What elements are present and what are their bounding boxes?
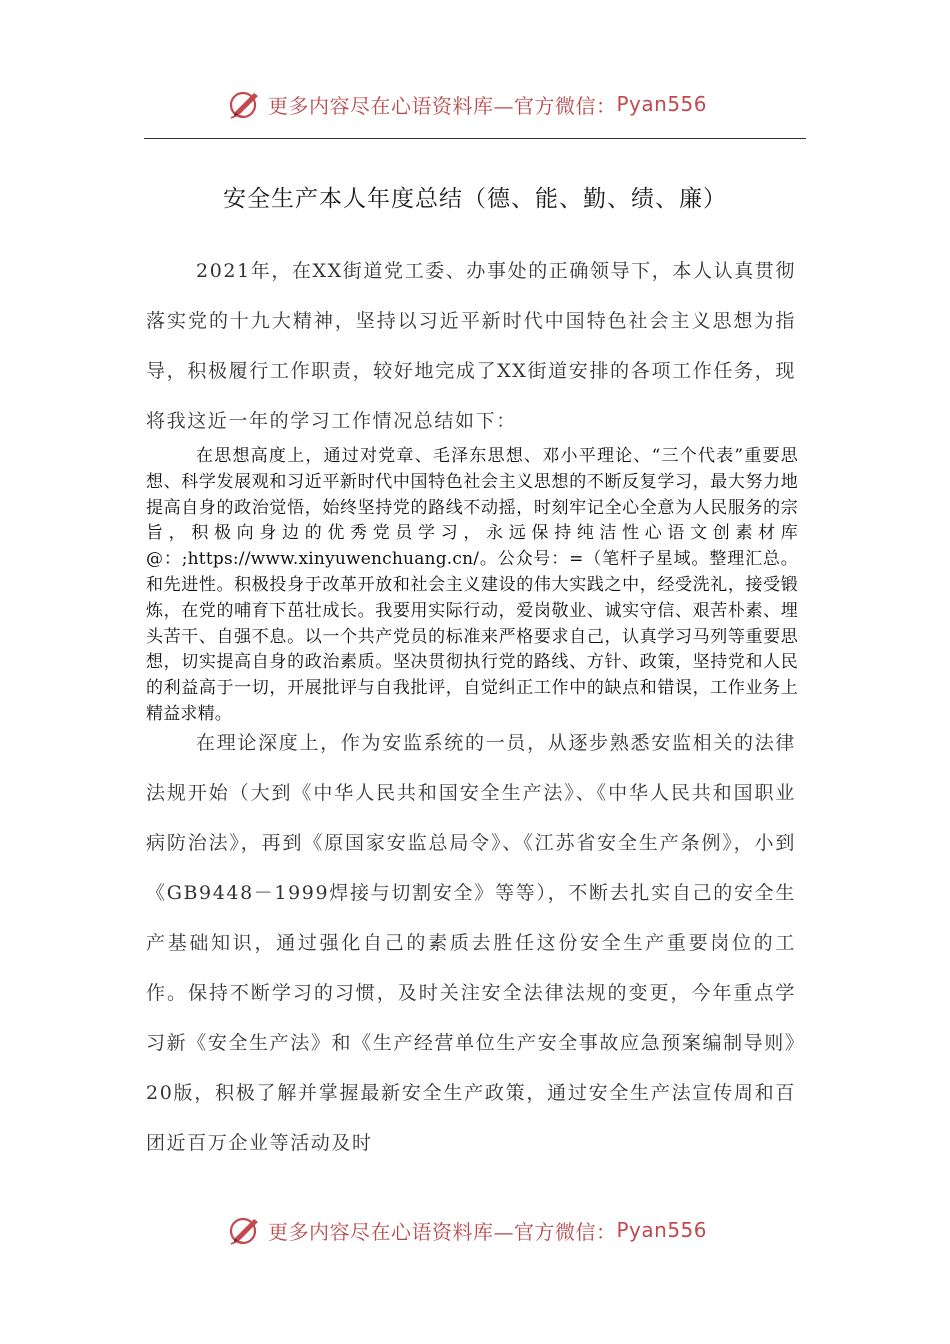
wechat-id: Pyan556 [616, 92, 708, 116]
pen-logo-icon [228, 87, 262, 121]
page-title: 安全生产本人年度总结（德、能、勤、绩、廉） [223, 186, 727, 212]
banner-text: 更多内容尽在心语资料库—官方微信： [268, 93, 617, 118]
pen-logo-icon [228, 1213, 262, 1247]
paragraph-theory: 在理论深度上，作为安监系统的一员，从逐步熟悉安监相关的法律法规开始（大到《中华人民共和国安全生产法》、《中华人民共和国职业病防治法》，再到《原国家安监总局令》、《江苏省安全生产条例》，小到《GB9448－1999焊接与切割安全》等等），不断去扎实自己的安全生产基础知识，通过强化自己的素质去胜任这份安全生产重要岗位的工作。保持不断学习的习惯，及时关注安全法律法规的变更，今年重点学习新《安全生产法》和《生产经营单位生产安全事故应急预案编制导则》20版，积极了解并掌握最新安全生产政策，通过安全生产法宣传周和百团近百万企业等活动及时 [146, 732, 796, 1154]
paragraph-ideology: 在思想高度上，通过对党章、毛泽东思想、邓小平理论、“三个代表”重要思想、科学发展观和习近平新时代中国特色社会主义思想的不断反复学习，最大努力地提高自身的政治觉悟，始终坚持党的路线不动摇，时刻牢记全心全意为人民服务的宗旨，积极向身边的优秀党员学习，永远保持纯洁性心语文创素材库@：;https://www.xinyuwenchuang.cn/。公众号：=（笔杆子星域。整理汇总。和先进性。积极投身于改革开放和社会主义建设的伟大实践之中，经受洗礼，接受锻炼，在党的哺育下茁壮成长。我要用实际行动，爱岗敬业、诚实守信、艰苦朴素、埋头苦干、自强不息。以一个共产党员的标准来严格要求自己，认真学习马列等重要思想，切实提高自身的政治素质。坚决贯彻执行党的路线、方针、政策，坚持党和人民的利益高于一切，开展批评与自我批评，自觉纠正工作中的缺点和错误，工作业务上精益求精。 [146, 446, 798, 724]
paragraph-intro: 2021年，在XX街道党工委、办事处的正确领导下，本人认真贯彻落实党的十九大精神，坚持以习近平新时代中国特色社会主义思想为指导，积极履行工作职责，较好地完成了XX街道安排的各项工作任务，现将我这近一年的学习工作情况总结如下： [146, 260, 797, 432]
wechat-id: Pyan556 [616, 1218, 708, 1242]
header-divider [144, 138, 806, 139]
footer-banner [228, 1212, 707, 1248]
header-banner [228, 86, 707, 122]
banner-text: 更多内容尽在心语资料库—官方微信： [268, 1219, 617, 1244]
